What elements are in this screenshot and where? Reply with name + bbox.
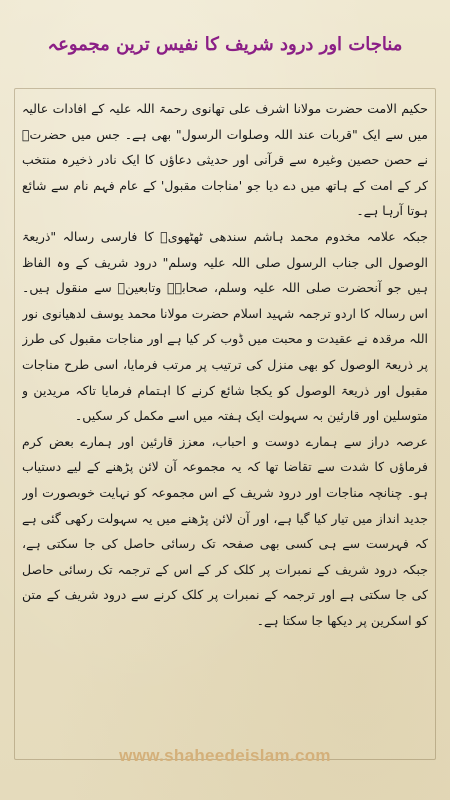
paragraph: عرصہ دراز سے ہمارے دوست و احباب، معزز قارئین اور ہمارے بعض کرم فرماؤں کا شدت سے تقاضا تھا کہ یہ مجموعہ آن لائن پڑھنے کے لیے دستیاب ہو۔ چنانچہ مناجات اور درود شریف کے اس مجموعہ کو نہایت خوبصورت اور جدید انداز میں تیار کیا گیا ہے، اور آن لائن پڑھنے میں یہ سہولت رکھی گئی ہے کہ فہرست سے ہی کسی بھی صفحہ تک رسائی حاصل کی جا سکتی ہے، جبکہ درود شریف کے نمبرات پر کلک کر کے اس کے ترجمہ تک رسائی حاصل کی جا سکتی ہے اور ترجمہ کے نمبرات پر کلک کرنے سے درود شریف کے متن کو اسکرین پر دیکھا جا سکتا ہے۔ — [22, 433, 428, 628]
article-body — [22, 96, 428, 734]
paragraph: حکیم الامت حضرت مولانا اشرف علی تھانوی رحمۃ اللہ علیہ کے افادات عالیہ میں سے ایک "قربات عند اللہ وصلوات الرسول" بھی ہے۔ جس میں حضرتؒ نے حصن حصین وغیرہ سے قرآنی اور حدیثی دعاؤں کا ایک نادر ذخیرہ منتخب کر کے امت کے ہاتھ میں دے دیا جو 'مناجات مقبول' کے عام فہم نام سے شائع ہوتا آرہا ہے۔ — [22, 101, 428, 219]
paragraph: جبکہ علامہ مخدوم محمد ہاشم سندھی ٹھٹھویؒ کا فارسی رسالہ "ذریعۃ الوصول الی جناب الرسول صلی اللہ علیہ وسلم" درود شریف کے وہ الفاظ ہیں جو آنحضرت صلی اللہ علیہ وسلم، صحابہؓ وتابعینؒ سے منقول ہیں۔ اس رسالہ کا اردو ترجمہ شہید اسلام حضرت مولانا محمد یوسف لدھیانوی نور اللہ مرقدہ نے عقیدت و محبت میں ڈوب کر کیا ہے اور مناجات مقبول کی طرز پر ذریعۃ الوصول کو بھی منزل کی ترتیب پر مرتب فرمایا، اسی طرح مناجات مقبول اور ذریعۃ الوصول کو یکجا شائع کرنے کا اہتمام فرمایا تاکہ مریدین و متوسلین اور قارئین بہ سہولت ایک ہفتہ میں اسے مکمل کر سکیں۔ — [22, 228, 428, 424]
page-title: مناجات اور درود شریف کا نفیس ترین مجموعہ — [47, 34, 403, 55]
website-link[interactable]: www.shaheedeislam.com — [119, 746, 331, 765]
